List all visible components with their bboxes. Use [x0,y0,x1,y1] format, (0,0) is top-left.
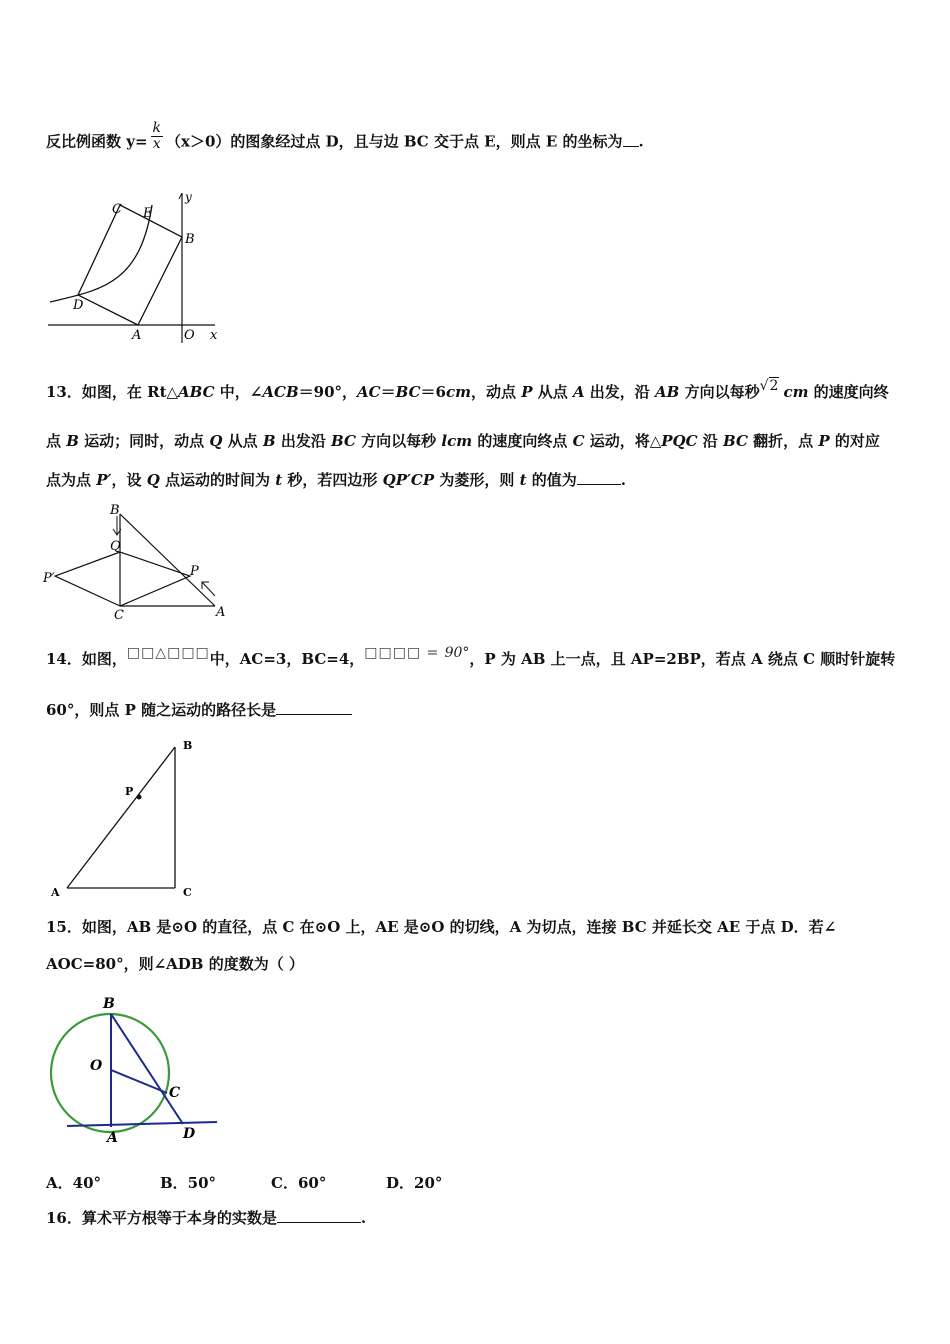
label-a: A [51,886,60,899]
q13-u4: Q [209,432,223,450]
q13-u17: 翻折，点 [747,432,819,450]
q13-v2: P′ [96,471,112,489]
q13-v6: t [275,471,283,489]
q13-u14: PQC [661,432,698,450]
q13-t16: AB [655,383,680,401]
q14-t3: ，P 为 AB 上一点，且 AP=2BP，若点 A 绕点 C 顺时针旋转 [469,650,896,668]
label-o: O [90,1058,103,1074]
q13-t8: BC [395,383,421,401]
q16-end: . [360,1209,367,1227]
q13-v10: t [519,471,527,489]
q15-t2: AOC=80°，则∠ADB 的度数为（ ） [46,955,304,973]
q13-t4: ACB [262,383,299,401]
answer-blank [277,1207,361,1223]
point-p [137,795,142,800]
sqrt-two: √2 [759,378,779,394]
q14-t2: 中，AC=3，BC=4， [209,650,365,668]
q16-t1: 16．算术平方根等于本身的实数是 [46,1209,277,1227]
answer-blank [276,699,352,715]
q14-t1: 14．如图， [46,650,127,668]
label-x: x [210,328,218,343]
q13-line3 [46,469,626,490]
q13-u18: P [818,432,830,450]
q13-t3: 中，∠ [214,383,263,401]
q13-t15: 出发，沿 [584,383,656,401]
q15-t1: 15．如图，AB 是⊙O 的直径，点 C 在⊙O 上，AE 是⊙O 的切线，A 为切点，连接 BC 并延长交 AE 于点 D．若∠ [46,918,837,936]
label-d: D [73,298,84,313]
frac-numerator: k [152,120,161,136]
q13-line2 [46,431,880,451]
q12-prefix: 反比例函数 y= [46,132,148,151]
label-b: B [110,503,120,518]
label-c: C [112,202,122,217]
label-o: O [184,328,195,343]
label-q: Q [110,539,121,554]
q12-end: . [638,132,644,151]
q14-line1 [46,645,896,670]
figure-14 [45,735,205,900]
q13-t7: ＝ [380,383,396,401]
option-a: A．40° [46,1174,102,1192]
frac-denominator: x [152,136,161,152]
label-y: y [185,190,192,204]
q13-u19: 的对应 [829,432,880,450]
q13-u5: 从点 [222,432,263,450]
label-d: D [183,1126,196,1142]
figure-13 [40,502,240,622]
label-a: A [132,328,142,343]
q13-v9: 为菱形，则 [434,471,520,489]
q13-u9: 方向以每秒 [355,432,442,450]
label-p: P [125,785,134,798]
q13-t14: A [572,383,585,401]
q13-t12: P [521,383,533,401]
q13-line1 [46,378,889,403]
q13-t13: 从点 [532,383,573,401]
label-c: C [183,886,192,899]
label-b: B [183,739,193,752]
q12-suffix: （x＞0）的图象经过点 D，且与边 BC 交于点 E，则点 E 的坐标为 [166,132,623,151]
q13-t18: cm [783,383,809,401]
q14-angle-90: 90° [444,645,470,661]
q13-u13: 运动，将△ [584,432,662,450]
q13-t9: ＝6 [420,383,446,401]
q13-v1: 点为点 [46,471,97,489]
segment-bd [111,1014,183,1124]
segment-oc [111,1070,167,1093]
label-a: A [107,1130,118,1146]
q13-u15: 沿 [697,432,724,450]
q13-v4: Q [146,471,160,489]
arrow-p [202,582,215,596]
q14-garbled-triangle: □□△□□□ [126,645,210,661]
q13-u16: BC [723,432,748,450]
q13-u3: 运动；同时，动点 [78,432,210,450]
figure-12 [40,185,240,350]
q13-v3: ，设 [111,471,147,489]
q13-t2: ABC [178,383,215,401]
label-c: C [114,608,124,623]
label-b: B [103,996,115,1012]
answer-blank [577,469,621,485]
segment-ab [67,747,175,888]
label-e: E [143,206,153,221]
q13-u12: C [572,432,585,450]
q13-end: . [620,471,627,489]
q13-u8: BC [331,432,356,450]
q12-text [46,120,644,158]
q15-line2 [46,954,304,974]
q13-u10: lcm [441,432,473,450]
label-c: C [169,1085,181,1101]
q13-u2: B [66,432,79,450]
q13-u6: B [262,432,276,450]
q16-line [46,1207,366,1228]
label-p: P [190,564,199,579]
q13-v5: 点运动的时间为 [159,471,276,489]
q13-t6: AC [357,383,381,401]
q13-v11: 的值为 [526,471,577,489]
q13-t5: ＝90°， [298,383,358,401]
q13-t10: cm [445,383,471,401]
label-a: A [216,605,226,620]
q14-garbled-angle: □□□□ = [364,645,440,661]
answer-blank [623,131,639,147]
option-b: B．50° [160,1174,217,1192]
q14-t4: 60°，则点 P 随之运动的路径长是 [46,701,277,719]
option-d: D．20° [386,1174,443,1192]
q13-t17: 方向以每秒 [679,383,760,401]
q13-u1: 点 [46,432,67,450]
q13-v8: QP′CP [382,471,435,489]
q13-u11: 的速度向终点 [472,432,573,450]
q15-line1 [46,917,836,937]
option-c: C．60° [271,1174,327,1192]
hyperbola-curve [50,205,152,302]
label-b: B [185,232,195,247]
k-over-x-fraction [151,121,163,152]
label-p-prime: P′ [43,571,55,586]
q13-t19: 的速度向终 [808,383,889,401]
q13-t11: ，动点 [470,383,522,401]
q13-v7: 秒，若四边形 [282,471,383,489]
figure-15 [45,990,235,1150]
sqrt-radicand: 2 [769,378,779,394]
rhombus-qp1cp [55,552,190,606]
q14-line2 [46,699,352,720]
q13-u7: 出发沿 [275,432,332,450]
q13-t1: 13．如图，在 Rt△ [46,383,179,401]
segment-ab [120,514,215,606]
